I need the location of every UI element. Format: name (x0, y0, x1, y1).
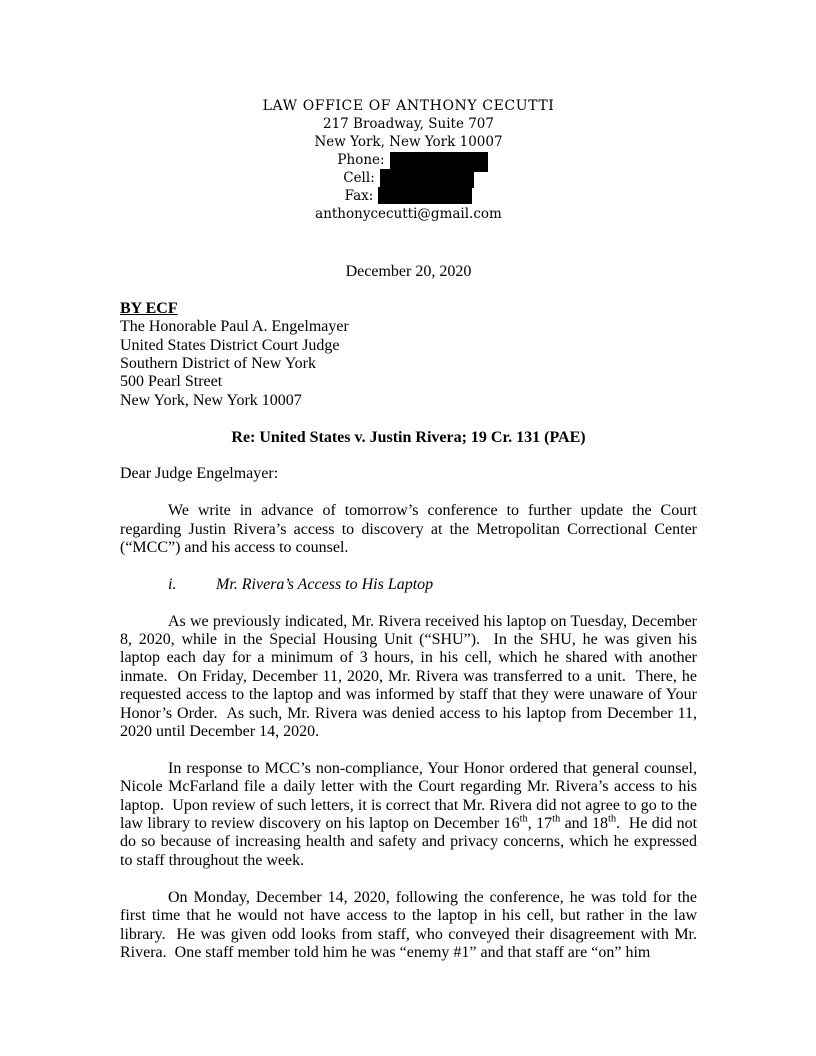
recipient-address-block (120, 300, 697, 410)
letterhead-phone-line (120, 151, 697, 169)
letterhead-cell-line (120, 169, 697, 187)
ordinal-superscript: th (608, 813, 617, 825)
ordinal-superscript: th (519, 813, 528, 825)
recipient-line-5: New York, New York 10007 (120, 391, 302, 409)
recipient-line-4: 500 Pearl Street (120, 373, 223, 391)
date-line: December 20, 2020 (345, 263, 472, 280)
paragraph-3-text: In response to MCC’s non-compliance, Your Honor ordered that general counsel, Nicole McFarland file a daily letter with the Court regarding Mr. Rivera’s access to his laptop. Upon review of such letters, it is correct that Mr. Rivera did not agree to go to the law library to review discovery on his laptop on December 16 (120, 759, 697, 833)
cell-label: Cell: (343, 170, 375, 186)
fax-label: Fax: (344, 188, 374, 204)
re-line: Re: United States v. Justin Rivera; 19 Cr. 131 (PAE) (231, 428, 586, 446)
recipient-line-2: United States District Court Judge (120, 336, 340, 354)
paragraph-3-text: . He did not do so because of increasing health and safety and privacy concerns, which he expressed to staff throughout the week. (120, 815, 698, 869)
ordinal-superscript: th (552, 813, 561, 825)
letterhead-address-line2: New York, New York 10007 (314, 134, 503, 150)
cell-redaction-box (380, 169, 474, 188)
paragraph-3-text: and 18 (560, 815, 608, 833)
letterhead-address-line1: 217 Broadway, Suite 707 (322, 116, 494, 132)
section-numeral: i. (168, 575, 177, 593)
delivery-method: BY ECF (120, 299, 178, 317)
paragraph-1: We write in advance of tomorrow’s conference to further update the Court regarding Justin Rivera’s access to discovery at the Metropolitan Correctional Center (“MCC”) and his access to counsel. (120, 502, 697, 557)
firm-name: LAW OFFICE OF ANTHONY CECUTTI (262, 98, 555, 114)
fax-redaction-box (378, 187, 472, 204)
section-title: Mr. Rivera’s Access to His Laptop (216, 575, 434, 593)
paragraph-3 (120, 760, 697, 870)
letterhead-email: anthonycecutti@gmail.com (315, 206, 502, 222)
paragraph-3-text: , 17 (527, 815, 553, 833)
recipient-line-3: Southern District of New York (120, 355, 316, 373)
recipient-line-1: The Honorable Paul A. Engelmayer (120, 318, 349, 336)
paragraph-2: As we previously indicated, Mr. Rivera received his laptop on Tuesday, December 8, 2020, while in the Special Housing Unit (“SHU”). In the SHU, he was given his laptop each day for a minimum of 3 hours, in his cell, which he shared with another inmate. On Friday, December 11, 2020, Mr. Rivera was transferred to a unit. There, he requested access to the laptop and was informed by staff that they were unaware of Your Honor’s Order. As such, Mr. Rivera was denied access to his laptop from December 11, 2020 until December 14, 2020. (120, 612, 697, 741)
phone-label: Phone: (337, 152, 385, 168)
paragraph-4: On Monday, December 14, 2020, following the conference, he was told for the first time that he would not have access to the laptop in his cell, but rather in the law library. He was given odd looks from staff, who conveyed their disagreement with Mr. Rivera. One staff member told him he was “enemy #1” and that staff are “on” him (120, 888, 697, 961)
letterhead (120, 97, 697, 223)
salutation: Dear Judge Engelmayer: (120, 465, 279, 483)
letterhead-fax-line (120, 187, 697, 205)
section-heading-1 (120, 576, 697, 594)
